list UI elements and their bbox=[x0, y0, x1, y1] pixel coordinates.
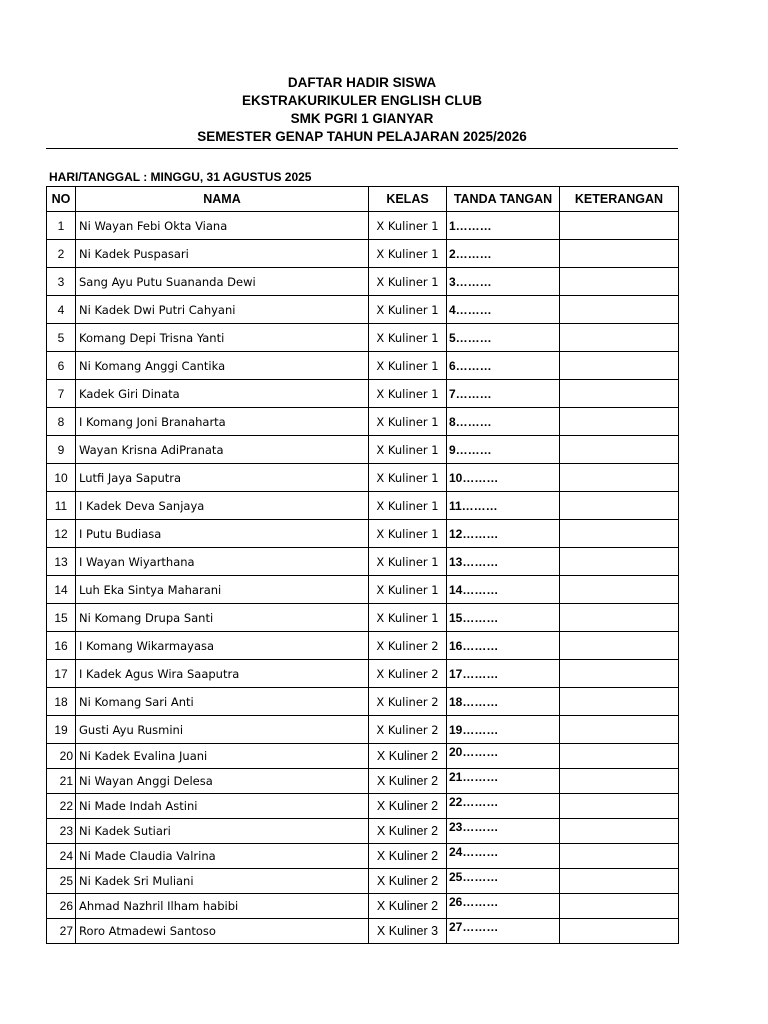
table-row bbox=[47, 660, 679, 688]
cell-name: I Kadek Agus Wira Saaputra bbox=[76, 660, 369, 688]
cell-kelas: X Kuliner 1 bbox=[369, 604, 447, 632]
cell-signature: 27……… bbox=[447, 919, 560, 944]
cell-name: I Putu Budiasa bbox=[76, 520, 369, 548]
title-line-1: DAFTAR HADIR SISWA bbox=[287, 75, 437, 90]
cell-no: 14 bbox=[47, 576, 76, 604]
cell-no: 23 bbox=[47, 819, 76, 844]
cell-keterangan bbox=[560, 794, 679, 819]
cell-keterangan bbox=[560, 436, 679, 464]
cell-name: Ni Wayan Febi Okta Viana bbox=[76, 212, 369, 240]
cell-keterangan bbox=[560, 352, 679, 380]
table-row bbox=[47, 268, 679, 296]
cell-name: Ahmad Nazhril Ilham habibi bbox=[76, 894, 369, 919]
table-row bbox=[47, 844, 679, 869]
title-line-3: SMK PGRI 1 GIANYAR bbox=[290, 111, 434, 126]
cell-name: Ni Komang Drupa Santi bbox=[76, 604, 369, 632]
cell-keterangan bbox=[560, 492, 679, 520]
table-row bbox=[47, 436, 679, 464]
table-row bbox=[47, 744, 679, 769]
cell-keterangan bbox=[560, 324, 679, 352]
cell-no: 9 bbox=[47, 436, 76, 464]
cell-kelas: X Kuliner 1 bbox=[369, 492, 447, 520]
cell-name: Ni Komang Sari Anti bbox=[76, 688, 369, 716]
column-header-kelas: KELAS bbox=[369, 187, 447, 212]
cell-signature: 14……… bbox=[447, 576, 560, 604]
cell-no: 7 bbox=[47, 380, 76, 408]
cell-kelas: X Kuliner 1 bbox=[369, 240, 447, 268]
cell-signature: 22……… bbox=[447, 794, 560, 819]
cell-keterangan bbox=[560, 894, 679, 919]
header-divider bbox=[46, 148, 678, 149]
cell-keterangan bbox=[560, 716, 679, 744]
cell-no: 1 bbox=[47, 212, 76, 240]
cell-signature: 4……… bbox=[447, 296, 560, 324]
cell-signature: 2……… bbox=[447, 240, 560, 268]
cell-signature: 18……… bbox=[447, 688, 560, 716]
cell-kelas: X Kuliner 1 bbox=[369, 548, 447, 576]
cell-signature: 26……… bbox=[447, 894, 560, 919]
cell-no: 16 bbox=[47, 632, 76, 660]
cell-signature: 9……… bbox=[447, 436, 560, 464]
cell-no: 6 bbox=[47, 352, 76, 380]
cell-name: I Komang Joni Branaharta bbox=[76, 408, 369, 436]
cell-kelas: X Kuliner 1 bbox=[369, 268, 447, 296]
cell-no: 8 bbox=[47, 408, 76, 436]
cell-no: 18 bbox=[47, 688, 76, 716]
cell-no: 27 bbox=[47, 919, 76, 944]
cell-no: 2 bbox=[47, 240, 76, 268]
cell-signature: 8……… bbox=[447, 408, 560, 436]
cell-signature: 23……… bbox=[447, 819, 560, 844]
cell-name: Luh Eka Sintya Maharani bbox=[76, 576, 369, 604]
cell-keterangan bbox=[560, 819, 679, 844]
cell-no: 17 bbox=[47, 660, 76, 688]
cell-kelas: X Kuliner 1 bbox=[369, 380, 447, 408]
column-header-keterangan: KETERANGAN bbox=[560, 187, 679, 212]
cell-name: I Kadek Deva Sanjaya bbox=[76, 492, 369, 520]
cell-keterangan bbox=[560, 919, 679, 944]
cell-signature: 5……… bbox=[447, 324, 560, 352]
cell-kelas: X Kuliner 1 bbox=[369, 436, 447, 464]
table-row bbox=[47, 520, 679, 548]
cell-kelas: X Kuliner 2 bbox=[369, 869, 447, 894]
cell-name: Kadek Giri Dinata bbox=[76, 380, 369, 408]
cell-signature: 1……… bbox=[447, 212, 560, 240]
cell-name: Ni Kadek Dwi Putri Cahyani bbox=[76, 296, 369, 324]
table-row bbox=[47, 819, 679, 844]
table-row bbox=[47, 632, 679, 660]
table-row bbox=[47, 380, 679, 408]
cell-keterangan bbox=[560, 408, 679, 436]
cell-signature: 13……… bbox=[447, 548, 560, 576]
cell-signature: 16……… bbox=[447, 632, 560, 660]
cell-name: Ni Kadek Sutiari bbox=[76, 819, 369, 844]
cell-name: Ni Wayan Anggi Delesa bbox=[76, 769, 369, 794]
cell-name: Ni Kadek Evalina Juani bbox=[76, 744, 369, 769]
cell-keterangan bbox=[560, 520, 679, 548]
table-row bbox=[47, 716, 679, 744]
cell-kelas: X Kuliner 2 bbox=[369, 632, 447, 660]
cell-keterangan bbox=[560, 380, 679, 408]
document-header bbox=[0, 74, 724, 146]
cell-kelas: X Kuliner 2 bbox=[369, 819, 447, 844]
cell-name: Sang Ayu Putu Suananda Dewi bbox=[76, 268, 369, 296]
table-header-row bbox=[47, 187, 679, 212]
cell-kelas: X Kuliner 1 bbox=[369, 352, 447, 380]
cell-signature: 19……… bbox=[447, 716, 560, 744]
table-row bbox=[47, 548, 679, 576]
cell-kelas: X Kuliner 1 bbox=[369, 296, 447, 324]
cell-name: Gusti Ayu Rusmini bbox=[76, 716, 369, 744]
cell-signature: 12……… bbox=[447, 520, 560, 548]
cell-no: 15 bbox=[47, 604, 76, 632]
cell-name: Ni Kadek Puspasari bbox=[76, 240, 369, 268]
title-line-2: EKSTRAKURIKULER ENGLISH CLUB bbox=[241, 93, 482, 108]
cell-keterangan bbox=[560, 604, 679, 632]
cell-kelas: X Kuliner 2 bbox=[369, 794, 447, 819]
column-header-no: NO bbox=[47, 187, 76, 212]
cell-keterangan bbox=[560, 688, 679, 716]
cell-keterangan bbox=[560, 869, 679, 894]
cell-name: Ni Kadek Sri Muliani bbox=[76, 869, 369, 894]
cell-kelas: X Kuliner 3 bbox=[369, 919, 447, 944]
cell-no: 24 bbox=[47, 844, 76, 869]
table-row bbox=[47, 352, 679, 380]
cell-kelas: X Kuliner 2 bbox=[369, 769, 447, 794]
cell-keterangan bbox=[560, 268, 679, 296]
cell-signature: 17……… bbox=[447, 660, 560, 688]
cell-keterangan bbox=[560, 660, 679, 688]
cell-signature: 3……… bbox=[447, 268, 560, 296]
cell-signature: 21……… bbox=[447, 769, 560, 794]
cell-no: 25 bbox=[47, 869, 76, 894]
table-row bbox=[47, 769, 679, 794]
cell-no: 13 bbox=[47, 548, 76, 576]
cell-name: I Komang Wikarmayasa bbox=[76, 632, 369, 660]
cell-kelas: X Kuliner 1 bbox=[369, 408, 447, 436]
table-row bbox=[47, 919, 679, 944]
table-row bbox=[47, 492, 679, 520]
cell-signature: 24……… bbox=[447, 844, 560, 869]
cell-kelas: X Kuliner 1 bbox=[369, 212, 447, 240]
cell-kelas: X Kuliner 1 bbox=[369, 324, 447, 352]
cell-name: Ni Komang Anggi Cantika bbox=[76, 352, 369, 380]
cell-name: Lutfi Jaya Saputra bbox=[76, 464, 369, 492]
date-line: HARI/TANGGAL : MINGGU, 31 AGUSTUS 2025 bbox=[49, 170, 312, 184]
cell-keterangan bbox=[560, 769, 679, 794]
cell-kelas: X Kuliner 2 bbox=[369, 894, 447, 919]
cell-keterangan bbox=[560, 844, 679, 869]
cell-kelas: X Kuliner 2 bbox=[369, 688, 447, 716]
cell-kelas: X Kuliner 1 bbox=[369, 520, 447, 548]
cell-keterangan bbox=[560, 632, 679, 660]
cell-signature: 7……… bbox=[447, 380, 560, 408]
cell-kelas: X Kuliner 2 bbox=[369, 716, 447, 744]
attendance-table bbox=[46, 186, 679, 944]
cell-keterangan bbox=[560, 212, 679, 240]
column-header-tanda-tangan: TANDA TANGAN bbox=[447, 187, 560, 212]
cell-no: 22 bbox=[47, 794, 76, 819]
cell-signature: 11……… bbox=[447, 492, 560, 520]
cell-keterangan bbox=[560, 744, 679, 769]
table-row bbox=[47, 296, 679, 324]
cell-no: 12 bbox=[47, 520, 76, 548]
cell-name: Ni Made Claudia Valrina bbox=[76, 844, 369, 869]
cell-kelas: X Kuliner 1 bbox=[369, 464, 447, 492]
cell-signature: 10……… bbox=[447, 464, 560, 492]
table-row bbox=[47, 794, 679, 819]
cell-no: 21 bbox=[47, 769, 76, 794]
cell-kelas: X Kuliner 1 bbox=[369, 576, 447, 604]
cell-signature: 25……… bbox=[447, 869, 560, 894]
cell-name: Roro Atmadewi Santoso bbox=[76, 919, 369, 944]
table-row bbox=[47, 894, 679, 919]
table-row bbox=[47, 408, 679, 436]
column-header-nama: NAMA bbox=[76, 187, 369, 212]
table-row bbox=[47, 324, 679, 352]
cell-name: Komang Depi Trisna Yanti bbox=[76, 324, 369, 352]
table-row bbox=[47, 869, 679, 894]
cell-keterangan bbox=[560, 576, 679, 604]
cell-no: 4 bbox=[47, 296, 76, 324]
cell-name: Ni Made Indah Astini bbox=[76, 794, 369, 819]
table-row bbox=[47, 464, 679, 492]
cell-no: 5 bbox=[47, 324, 76, 352]
cell-no: 11 bbox=[47, 492, 76, 520]
cell-keterangan bbox=[560, 548, 679, 576]
cell-keterangan bbox=[560, 296, 679, 324]
cell-no: 19 bbox=[47, 716, 76, 744]
table-row bbox=[47, 240, 679, 268]
cell-signature: 6……… bbox=[447, 352, 560, 380]
cell-no: 3 bbox=[47, 268, 76, 296]
cell-kelas: X Kuliner 2 bbox=[369, 844, 447, 869]
cell-no: 26 bbox=[47, 894, 76, 919]
title-line-4: SEMESTER GENAP TAHUN PELAJARAN 2025/2026 bbox=[197, 129, 527, 144]
table-row bbox=[47, 576, 679, 604]
table-row bbox=[47, 688, 679, 716]
cell-signature: 20……… bbox=[447, 744, 560, 769]
cell-name: I Wayan Wiyarthana bbox=[76, 548, 369, 576]
cell-no: 20 bbox=[47, 744, 76, 769]
cell-kelas: X Kuliner 2 bbox=[369, 660, 447, 688]
cell-kelas: X Kuliner 2 bbox=[369, 744, 447, 769]
cell-keterangan bbox=[560, 240, 679, 268]
cell-name: Wayan Krisna AdiPranata bbox=[76, 436, 369, 464]
cell-keterangan bbox=[560, 464, 679, 492]
table-row bbox=[47, 604, 679, 632]
cell-no: 10 bbox=[47, 464, 76, 492]
table-row bbox=[47, 212, 679, 240]
cell-signature: 15……… bbox=[447, 604, 560, 632]
